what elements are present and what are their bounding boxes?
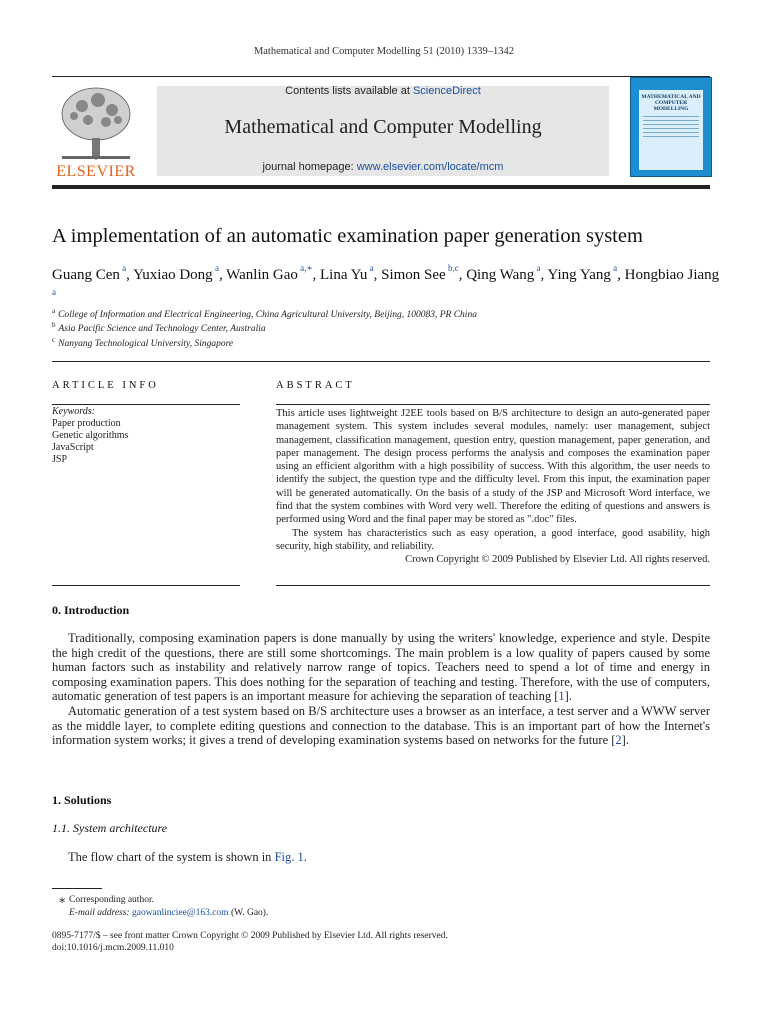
intro-heading: 0. Introduction [52,603,130,617]
affiliation-b [52,321,266,334]
author [52,263,134,283]
author [133,263,227,283]
author-affiliation-mark[interactable]: a,∗ [297,263,313,273]
article-info-bottom-rule [52,585,240,586]
flowchart-sentence [68,850,708,865]
author-name: Wanlin Gao [226,267,298,283]
affiliation-c [52,336,233,349]
intro-paragraph [52,631,710,704]
affiliation-text: College of Information and Electrical Engineering, China Agricultural University, Beijing, 100083, PR China [58,310,477,321]
corresponding-author-note: Corresponding author. [69,895,154,905]
email-suffix: (W. Gao). [228,908,269,918]
abstract-body [276,407,710,567]
author-name: Yuxiao Dong [133,267,213,283]
abstract-bottom-rule [276,585,710,586]
header-bottom-rule [52,185,710,189]
author-separator: , [540,267,548,283]
author-name: Qing Wang [466,267,535,283]
author-affiliation-mark[interactable]: a [212,263,219,273]
author-separator: , [617,267,621,283]
keyword-item: JSP [52,454,68,465]
journal-title: Mathematical and Computer Modelling [224,116,542,138]
footnote-star: ∗ [58,893,67,907]
affiliation-text: Nanyang Technological University, Singapore [58,339,234,350]
cover-title: MATHEMATICAL AND COMPUTER MODELLING [641,94,701,112]
abstract-rule [276,404,710,405]
header-top-rule [52,76,710,77]
homepage-link[interactable]: www.elsevier.com/locate/mcm [356,161,504,173]
intro-text: Traditionally, composing examination papers is done manually by using the writers' knowledge, experience and style. Despite the high credit of the questions, there are still some shortcomings. The main problem is a low quality of papers caused by some human factors such as instability and relatively narrow range of topics. Teachers need to spend a lot of time and energy in composing examination papers. This does nothing for the separation of teaching and testing. Therefore, with the use of computers, automatic generation of test papers is an important measure for achieving the separation of teaching [ [52,631,710,704]
author-affiliation-mark[interactable]: a [534,263,541,273]
keyword-item: JavaScript [52,442,94,453]
email-line [69,908,268,918]
keyword-item: Genetic algorithms [52,430,129,441]
elsevier-tree-logo [52,82,140,162]
author-affiliation-mark[interactable]: a [119,263,127,273]
author-separator: , [458,267,467,283]
intro-text: ]. [564,689,572,704]
author-name: Hongbiao Jiang [624,267,720,283]
footnote-rule [52,888,102,889]
affiliation-key: c [52,336,56,344]
intro-text: ]. [621,733,629,748]
journal-citation: Mathematical and Computer Modelling 51 (2010) 1339–1342 [253,46,515,57]
abstract-copyright: Crown Copyright © 2009 Published by Elsevier Ltd. All rights reserved. [405,554,710,566]
contents-line [157,85,609,97]
journal-homepage [157,161,609,173]
affiliation-text: Asia Pacific Science and Technology Center, Australia [58,324,266,335]
cover-panel [639,90,703,170]
keywords-label: Keywords: [52,406,95,417]
issn-line: 0895-7177/$ – see front matter Crown Copyright © 2009 Published by Elsevier Ltd. All rights reserved. [52,931,448,941]
intro-paragraph [52,704,710,748]
intro-body [52,631,710,748]
reference-link-2[interactable]: 2 [615,733,622,748]
author-separator: , [126,267,134,283]
reference-link-1[interactable]: 1 [558,689,565,704]
abstract-paragraph: The system has characteristics such as easy operation, a good interface, good usability, high security, high stability, and reliability. [276,527,710,552]
doi-link[interactable]: doi:10.1016/j.mcm.2009.11.010 [52,943,174,953]
author [381,263,467,283]
author [320,263,382,283]
journal-cover-thumbnail [630,77,712,177]
author-separator: , [218,267,227,283]
article-info-rule [52,404,240,405]
author-affiliation-mark[interactable]: a [610,263,618,273]
flowchart-text: The flow chart of the system is shown in [68,850,275,864]
author-name: Simon See [381,267,446,283]
contents-prefix: Contents lists available at [285,85,413,97]
author-affiliation-mark[interactable]: a [367,263,374,273]
solutions-heading: 1. Solutions [52,793,112,807]
author-affiliation-mark[interactable]: b,c [445,263,459,273]
affiliation-a [52,307,477,320]
affiliation-key: b [52,321,56,329]
author-name: Ying Yang [547,267,611,283]
author-name: Lina Yu [320,267,368,283]
abstract-heading: ABSTRACT [276,380,355,391]
figure-1-link[interactable]: Fig. 1 [274,850,304,864]
author-name: Guang Cen [52,267,120,283]
homepage-prefix: journal homepage: [262,161,357,173]
paper-title: A implementation of an automatic examination paper generation system [52,225,643,247]
author-separator: , [312,267,320,283]
author [226,263,320,283]
intro-text: Automatic generation of a test system based on B/S architecture uses a browser as an interface, a test server and a WWW server as the middle layer, to complete editing questions and connection to the database. This is an important part of how the Internet's information system works; it gives a trend of developing examination systems based on networks for the future [ [52,703,710,748]
author [547,263,621,283]
author-list [52,261,722,309]
abstract-paragraph: This article uses lightweight J2EE tools based on B/S architecture to design an auto-generated paper management system. This system includes several modules, namely: user management, subject management, classification management, question entry, question management, paper generation, and paper management. The design process performs the analysis and composes the examination paper using an efficient algorithm with a high possibility of success. With this algorithm, the user needs to identify the subject, the question type and the difficulty level. From this input, the examination paper will be generated automatically. On the basis of a study of the JSP and Microsoft Word interface, we find that the system combines with Word very well. Therefore the editing of questions and answers is performed using Word and the final paper may be stored as ".doc" files. [276,408,710,526]
author-affiliation-mark[interactable]: a [52,287,56,297]
affiliation-rule [52,361,710,362]
keyword-item: Paper production [52,418,121,429]
system-architecture-heading: 1.1. System architecture [52,821,168,835]
email-link[interactable]: gaowanlinciee@163.com [131,908,229,918]
sciencedirect-link[interactable]: ScienceDirect [412,85,481,97]
affiliation-key: a [52,307,56,315]
author [466,263,548,283]
elsevier-wordmark: ELSEVIER [56,163,136,180]
author-separator: , [373,267,382,283]
email-label: E-mail address: [69,908,132,918]
keywords-block [52,406,128,466]
article-info-heading: ARTICLE INFO [52,380,159,391]
flowchart-text: . [303,850,307,864]
